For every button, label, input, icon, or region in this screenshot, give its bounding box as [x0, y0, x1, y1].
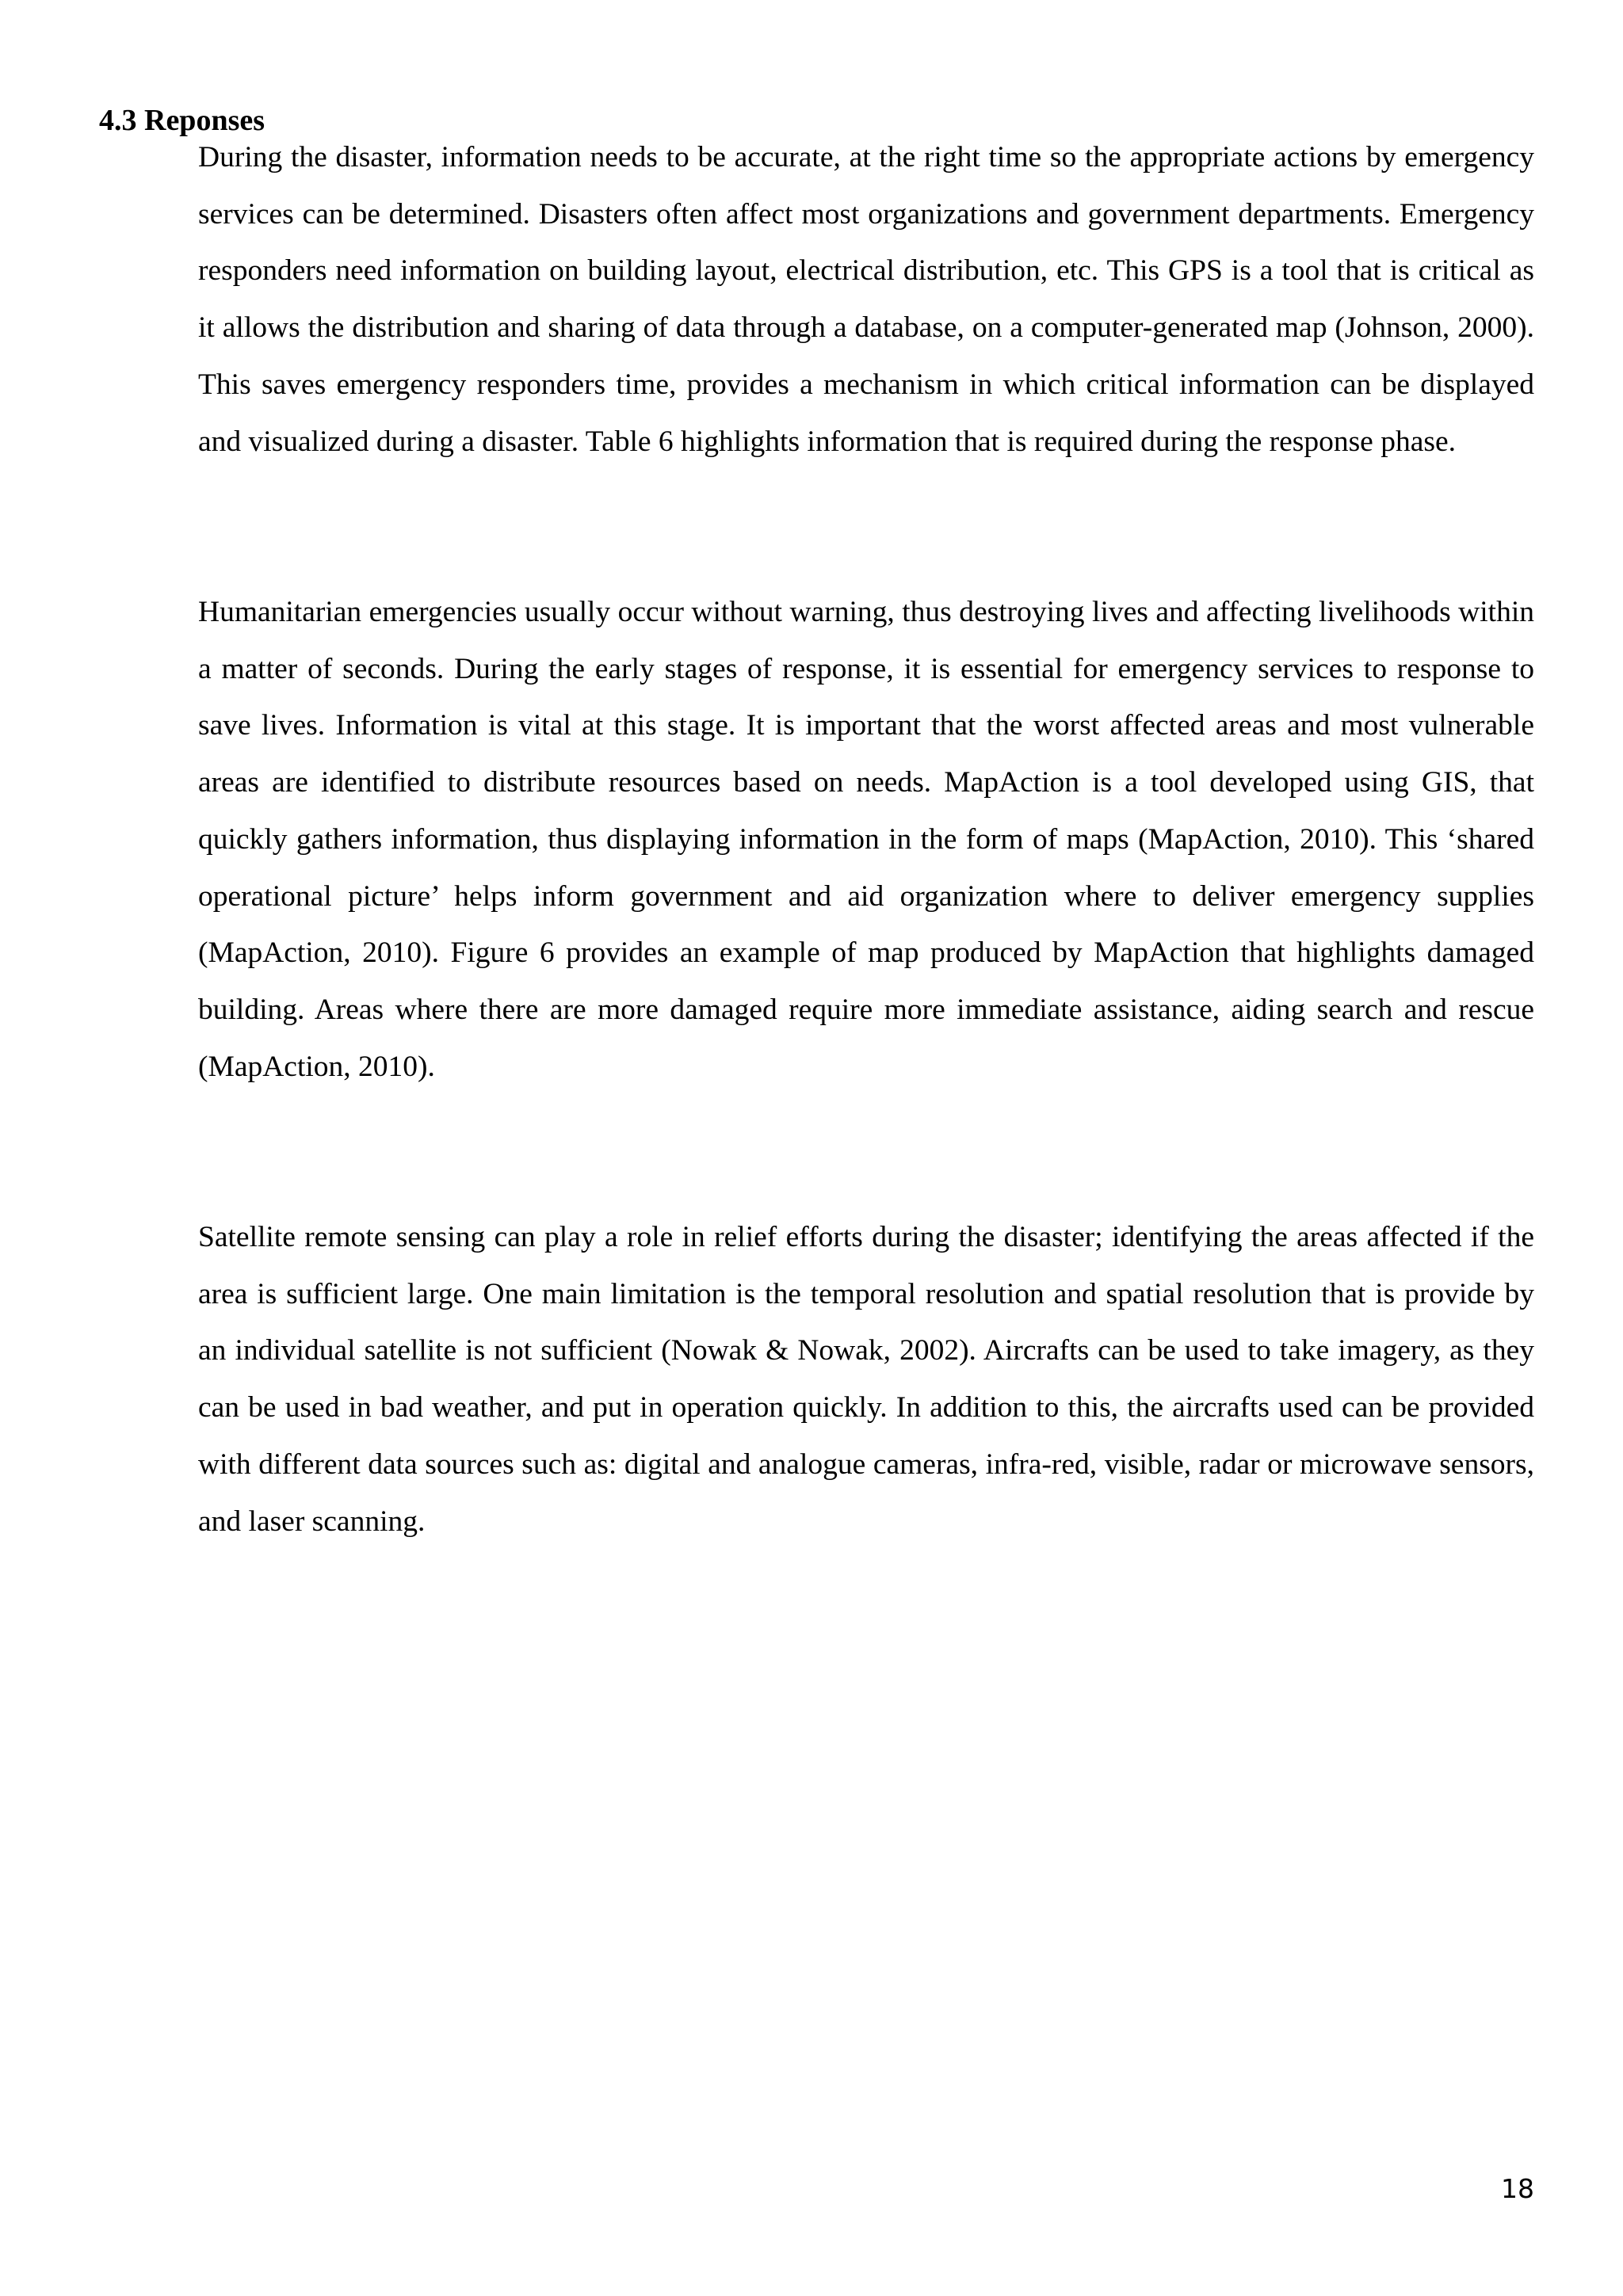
page-number: 18	[1501, 2173, 1534, 2204]
body-paragraph-satellite-remote-sensing: Satellite remote sensing can play a role in relief efforts during the disaster; identifying the areas affected if the area is sufficient large. One main limitation is the temporal resolution and spatial resolution that is provide by an individual satellite is not sufficient (Nowak & Nowak, 2002). Aircrafts can be used to take imagery, as they can be used in bad weather, and put in operation quickly. In addition to this, the aircrafts used can be provided with different data sources such as: digital and analogue cameras, infra-red, visible, radar or microwave sensors, and laser scanning.	[198, 1221, 1534, 1538]
section-heading: 4.3 Reponses	[99, 104, 265, 137]
body-paragraph-humanitarian-emergencies: Humanitarian emergencies usually occur without warning, thus destroying lives and affecting livelihoods within a matter of seconds. During the early stages of response, it is essential for emergency services to response to save lives. Information is vital at this stage. It is important that the worst affected areas and most vulnerable areas are identified to distribute resources based on needs. MapAction is a tool developed using GIS, that quickly gathers information, thus displaying information in the form of maps (MapAction, 2010). This ‘shared operational picture’ helps inform government and aid organization where to deliver emergency supplies (MapAction, 2010). Figure 6 provides an example of map produced by MapAction that highlights damaged building. Areas where there are more damaged require more immediate assistance, aiding search and rescue (MapAction, 2010).	[198, 596, 1534, 1083]
body-paragraph-responses-info: During the disaster, information needs to be accurate, at the right time so the appropriate actions by emergency services can be determined. Disasters often affect most organizations and government departments. Emergency responders need information on building layout, electrical distribution, etc. This GPS is a tool that is critical as it allows the distribution and sharing of data through a database, on a computer-generated map (Johnson, 2000). This saves emergency responders time, provides a mechanism in which critical information can be displayed and visualized during a disaster. Table 6 highlights information that is required during the response phase.	[198, 141, 1534, 458]
